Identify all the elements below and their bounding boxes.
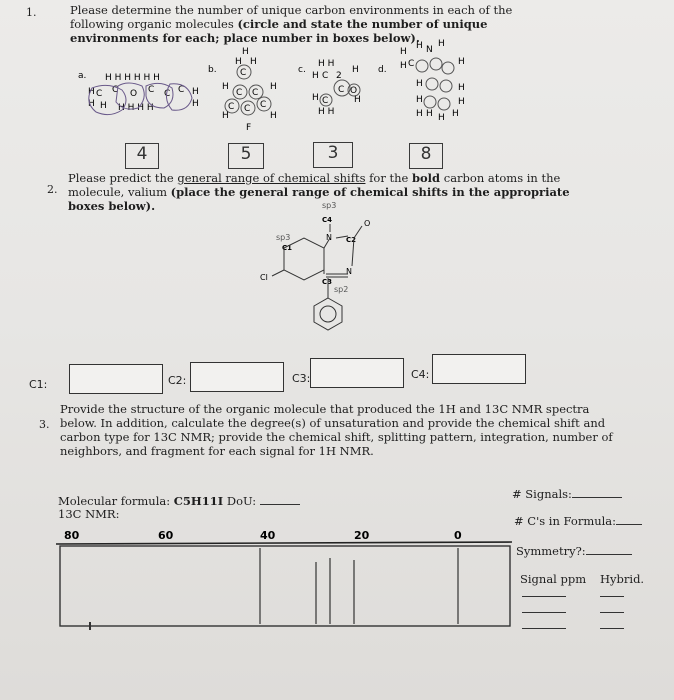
spectrum-frame (60, 546, 510, 626)
svg-text:H: H (416, 79, 423, 89)
svg-text:C: C (148, 85, 155, 95)
answer-a-box[interactable]: 4 (125, 143, 159, 169)
nmr-label: 13C NMR: (58, 507, 120, 521)
svg-text:H: H (242, 47, 249, 57)
signal-ppm-header: Signal ppm (520, 572, 587, 586)
atom-cl: Cl (260, 273, 268, 282)
symmetry-label: Symmetry?: (516, 544, 586, 558)
svg-text:H: H (438, 39, 445, 49)
hybrid-header: Hybrid. (600, 572, 645, 586)
svg-text:H: H (416, 41, 423, 51)
axis-tick-label: 0 (454, 529, 462, 542)
mol-b-label: b. (208, 65, 217, 75)
svg-text:H: H (416, 95, 423, 105)
q2-text: Please predict the (68, 171, 178, 185)
signals-blank[interactable] (572, 497, 622, 498)
q2-text-bold-2: (place the general range of chemical shifts in the appropriate boxes below). (68, 185, 570, 213)
svg-text:H: H (354, 95, 361, 105)
ppm-blank-1[interactable] (522, 596, 566, 597)
dou-label: DoU: (226, 494, 257, 508)
svg-text:H: H (458, 83, 465, 93)
svg-text:C: C (322, 71, 329, 81)
svg-text:C: C (164, 89, 171, 99)
c2-input-box[interactable] (190, 362, 284, 392)
symmetry-field (516, 544, 632, 558)
c3-input-box[interactable] (310, 358, 404, 388)
cs-label: # C's in Formula: (514, 514, 617, 528)
q2-text-bold: bold (411, 171, 441, 185)
c1-input-box[interactable] (69, 364, 163, 394)
q2-text-3: carbon atoms in the molecule, valium (68, 171, 561, 199)
svg-text:C: C (260, 100, 267, 110)
atom-c2: C2 (346, 236, 357, 244)
svg-text:H: H (400, 47, 407, 57)
molecule-a (88, 73, 199, 115)
svg-text:H: H (88, 99, 95, 109)
mol-c-label: c. (298, 65, 306, 75)
atom-n1: N (326, 233, 332, 242)
dou-blank[interactable] (260, 504, 300, 505)
symmetry-blank[interactable] (586, 554, 632, 555)
svg-text:O: O (350, 86, 358, 96)
svg-text:H: H (192, 87, 199, 97)
axis-line (56, 542, 512, 544)
svg-text:C: C (178, 85, 185, 95)
svg-text:H: H (426, 109, 433, 119)
hybrid-blank-3[interactable] (600, 628, 624, 629)
svg-text:C: C (112, 85, 119, 95)
svg-text:H: H (222, 82, 229, 92)
signals-field (512, 487, 622, 501)
answer-b-box[interactable]: 5 (228, 143, 264, 169)
svg-text:F: F (246, 123, 252, 133)
c3-label: C3: (292, 372, 311, 385)
axis-tick-label: 20 (354, 529, 370, 542)
svg-text:C: C (252, 88, 259, 98)
axis-tick-label: 80 (64, 529, 80, 542)
q2-text-2: for the (365, 171, 412, 185)
svg-text:H: H (312, 93, 319, 103)
formula-label: Molecular formula: (58, 494, 174, 508)
svg-text:H: H (270, 111, 277, 121)
svg-text:C: C (244, 104, 251, 114)
valium-structure (230, 198, 400, 338)
svg-text:H: H (222, 111, 229, 121)
svg-text:2: 2 (336, 71, 342, 81)
svg-text:H H H H: H H H H (118, 103, 154, 113)
answer-d-box[interactable]: 8 (409, 143, 443, 169)
axis-tick-label: 40 (260, 529, 276, 542)
axis-ticks (64, 529, 462, 542)
svg-text:H H: H H (318, 59, 335, 69)
svg-text:C: C (322, 96, 329, 106)
formula-line (58, 494, 300, 508)
svg-text:H H: H H (318, 107, 335, 117)
atom-n2: N (346, 267, 352, 276)
svg-text:C: C (96, 89, 103, 99)
molecule-c (312, 59, 361, 117)
answer-c-box[interactable]: 3 (313, 142, 353, 168)
svg-text:H: H (312, 71, 319, 81)
svg-text:H: H (416, 109, 423, 119)
svg-text:H: H (88, 87, 95, 97)
svg-text:H H H H H H: H H H H H H (105, 73, 160, 83)
axis-tick-label: 60 (158, 529, 174, 542)
cs-blank[interactable] (616, 524, 642, 525)
hybrid-blank-1[interactable] (600, 596, 624, 597)
sp2-note-c3: sp2 (334, 285, 349, 294)
svg-text:H: H (192, 99, 199, 109)
atom-c1: C1 (282, 244, 293, 252)
svg-text:H: H (235, 57, 242, 67)
atom-o: O (364, 219, 371, 228)
mol-a-label: a. (78, 71, 87, 81)
c2-label: C2: (168, 374, 187, 387)
svg-text:N: N (426, 45, 433, 55)
formula-value: C5H11I (173, 494, 224, 508)
mol-d-label: d. (378, 65, 387, 75)
ppm-blank-3[interactable] (522, 628, 566, 629)
q3-prompt: Provide the structure of the organic molecule that produced the 1H and 13C NMR spectra below. In addition, calculate the degree(s) of unsaturation and provide the chemical shift and carbon type for 13C NMR; provide the chemical shift, splitting pattern, integration, number of neighbors, and fragment for each signal for 1H NMR. (60, 402, 613, 458)
svg-text:H: H (458, 57, 465, 67)
q1-molecules (60, 34, 500, 134)
svg-text:H: H (400, 61, 407, 71)
sp3-note-c4: sp3 (322, 201, 337, 210)
q2-text-underline: general range of chemical shifts (177, 171, 366, 185)
signals-label: # Signals: (512, 487, 572, 501)
svg-text:H: H (452, 109, 459, 119)
svg-text:H: H (270, 82, 277, 92)
hybrid-blank-2[interactable] (600, 612, 624, 613)
svg-text:O: O (130, 89, 138, 99)
svg-text:H: H (100, 101, 107, 111)
q2-number: 2. (47, 183, 58, 196)
atom-c3: C3 (322, 278, 333, 286)
c13-nmr-spectrum (50, 526, 520, 646)
cs-field (514, 514, 642, 528)
svg-text:H: H (458, 97, 465, 107)
c4-label: C4: (411, 368, 430, 381)
svg-text:H: H (438, 113, 445, 123)
q3-number: 3. (39, 418, 50, 431)
atom-c4: C4 (322, 216, 333, 224)
svg-text:H: H (250, 57, 257, 67)
ppm-blank-2[interactable] (522, 612, 566, 613)
svg-text:C: C (408, 59, 415, 69)
molecule-d (400, 39, 465, 123)
svg-text:C: C (228, 102, 235, 112)
q1-number: 1. (26, 6, 37, 19)
svg-text:H: H (352, 65, 359, 75)
q1-text: Please determine the number of unique carbon environments in each of the following organic molecules (70, 3, 513, 31)
q1-text-bold: (circle and state the number of unique environments for each; place number in boxes below). (70, 17, 488, 45)
svg-text:C: C (338, 85, 345, 95)
sp3-note-c1: sp3 (276, 233, 291, 242)
c1-label: C1: (29, 378, 48, 391)
svg-text:C: C (236, 88, 243, 98)
svg-text:C: C (240, 68, 247, 78)
c4-input-box[interactable] (432, 354, 526, 384)
molecule-b (222, 47, 277, 133)
